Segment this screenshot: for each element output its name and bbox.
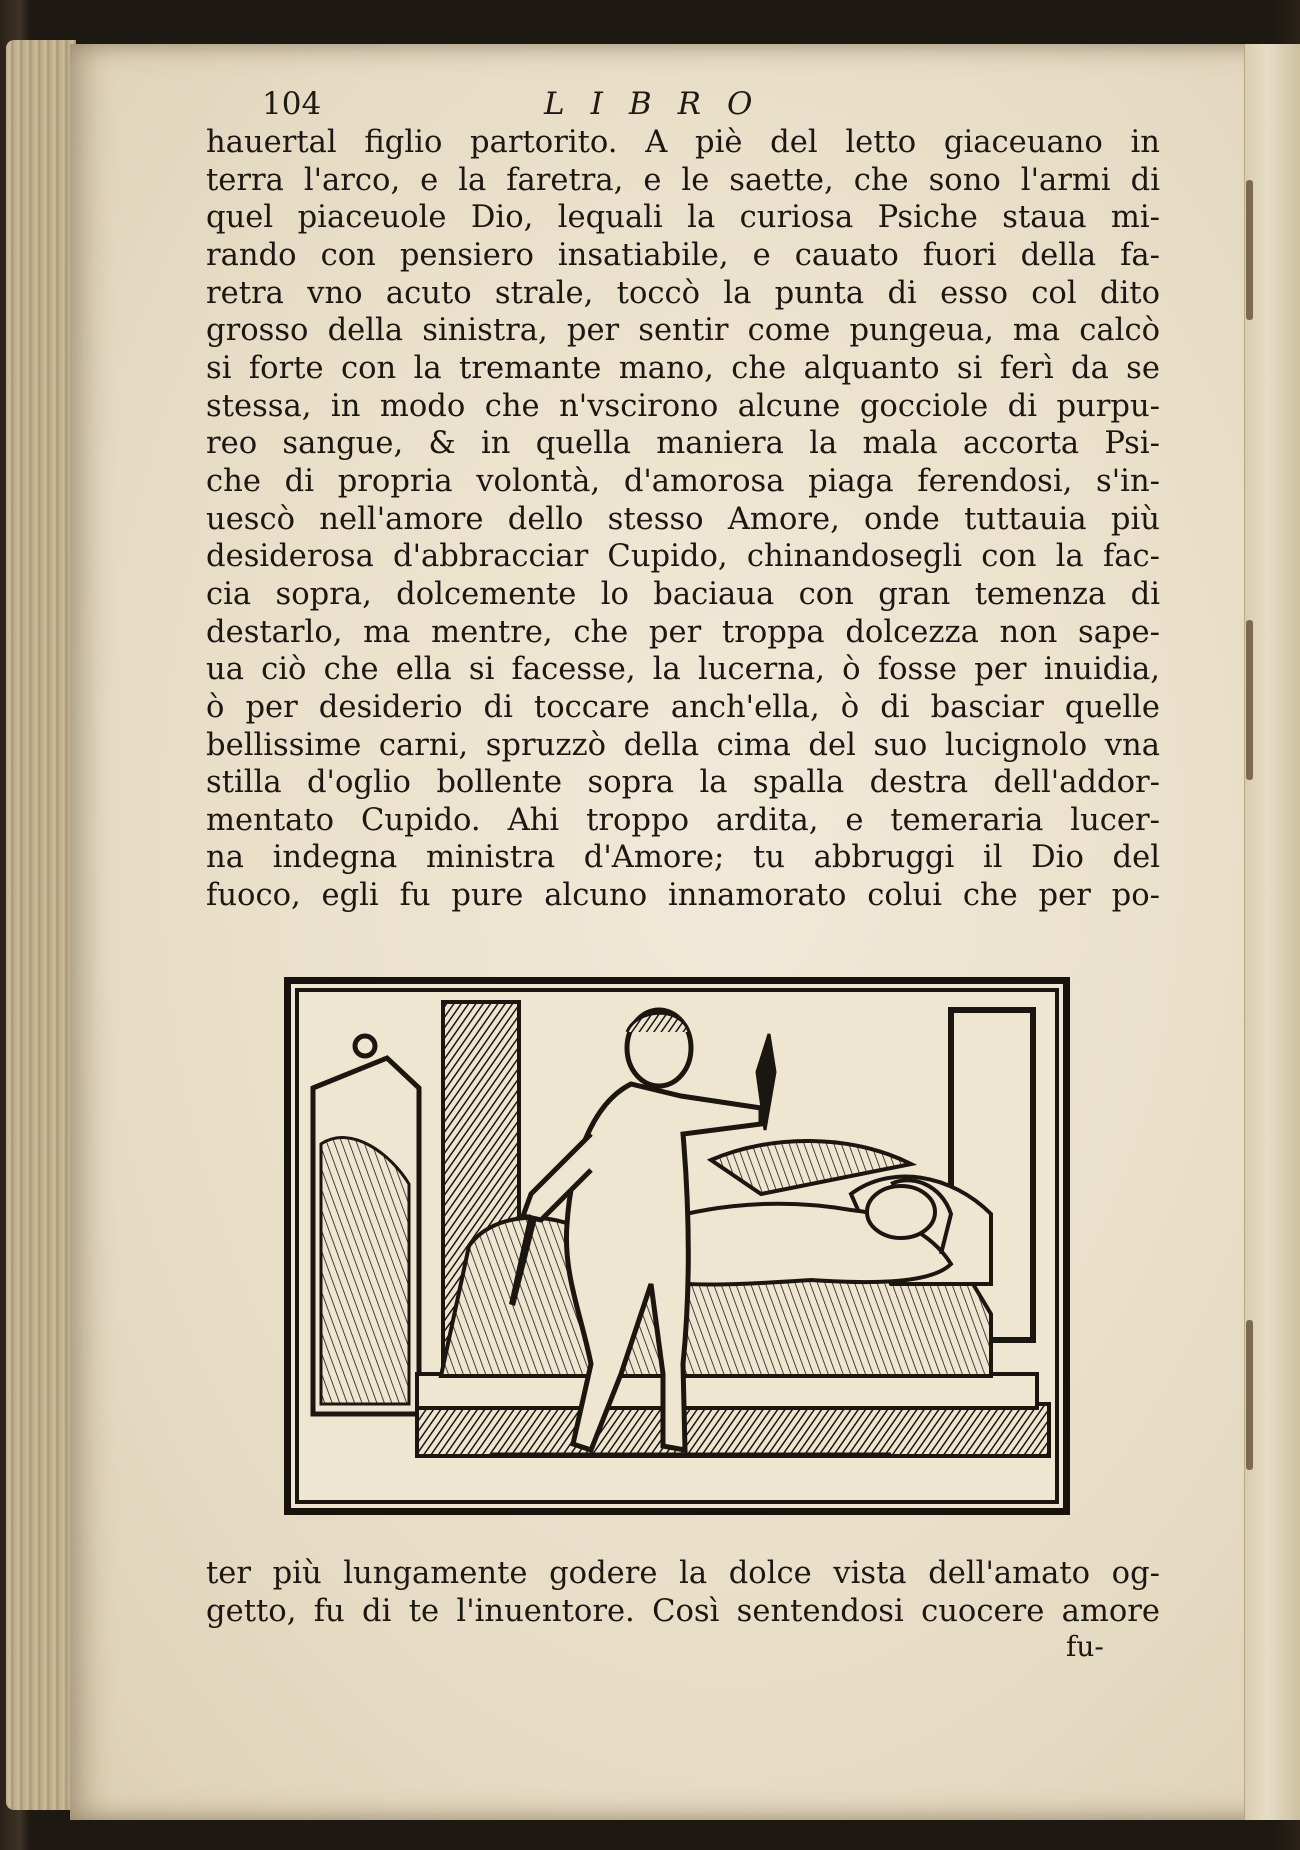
running-head-title: LIBRO bbox=[544, 86, 779, 122]
text-line: ua ciò che ella si facesse, la lucerna, ò fosse per inuidia, bbox=[206, 652, 1160, 688]
text-line: na indegna ministra d'Amore; tu abbruggi il Dio del bbox=[206, 840, 1160, 876]
text-line: mentato Cupido. Ahi troppo ardita, e temeraria lucer- bbox=[206, 802, 1160, 838]
body-text bbox=[206, 124, 1160, 915]
page-number: 104 bbox=[262, 86, 322, 122]
text-line: stessa, in modo che n'vscirono alcune gocciole di purpu- bbox=[206, 388, 1160, 424]
tail-text bbox=[206, 1555, 1160, 1630]
text-line: grosso della sinistra, per sentir come pungeua, ma calcò bbox=[206, 313, 1160, 349]
text-line: bellissime carni, spruzzò della cima del suo lucignolo vna bbox=[206, 727, 1160, 763]
text-line: reo sangue, & in quella maniera la mala accorta Psi- bbox=[206, 426, 1160, 462]
text-line: cia sopra, dolcemente lo baciaua con gran temenza di bbox=[206, 576, 1160, 612]
binding-stitch bbox=[1246, 180, 1253, 320]
binding-stitch bbox=[1246, 1320, 1253, 1470]
text-line: stilla d'oglio bollente sopra la spalla destra dell'addor- bbox=[206, 765, 1160, 801]
text-line: ter più lungamente godere la dolce vista dell'amato og- bbox=[206, 1556, 1160, 1591]
catchword: fu- bbox=[1066, 1630, 1104, 1663]
text-line: rando con pensiero insatiabile, e cauato fuori della fa- bbox=[206, 237, 1160, 273]
text-line: quel piaceuole Dio, lequali la curiosa Psiche staua mi- bbox=[206, 200, 1160, 236]
woodcut-illustration bbox=[284, 977, 1070, 1515]
text-line: si forte con la tremante mano, che alquanto si ferì da se bbox=[206, 350, 1160, 386]
text-line: destarlo, ma mentre, che per troppa dolcezza non sape- bbox=[206, 614, 1160, 650]
text-line: ò per desiderio di toccare anch'ella, ò di basciar quelle bbox=[206, 689, 1160, 725]
text-line: getto, fu di te l'inuentore. Così sentendosi cuocere amore bbox=[206, 1593, 1160, 1629]
previous-page-edges bbox=[6, 40, 76, 1810]
text-line: desiderosa d'abbracciar Cupido, chinandosegli con la fac- bbox=[206, 539, 1160, 575]
text-line: che di propria volontà, d'amorosa piaga ferendosi, s'in- bbox=[206, 463, 1160, 499]
text-line: terra l'arco, e la faretra, e le saette, che sono l'armi di bbox=[206, 162, 1160, 198]
text-line: uescò nell'amore dello stesso Amore, onde tuttauia più bbox=[206, 501, 1160, 537]
running-head bbox=[262, 86, 1222, 126]
woodcut-image bbox=[291, 984, 1063, 1508]
text-line: hauertal figlio partorito. A piè del letto giaceuano in bbox=[206, 125, 1160, 160]
text-line: retra vno acuto strale, toccò la punta di esso col dito bbox=[206, 275, 1160, 311]
binding-stitch bbox=[1246, 620, 1253, 780]
text-line: fuoco, egli fu pure alcuno innamorato colui che per po- bbox=[206, 878, 1160, 914]
